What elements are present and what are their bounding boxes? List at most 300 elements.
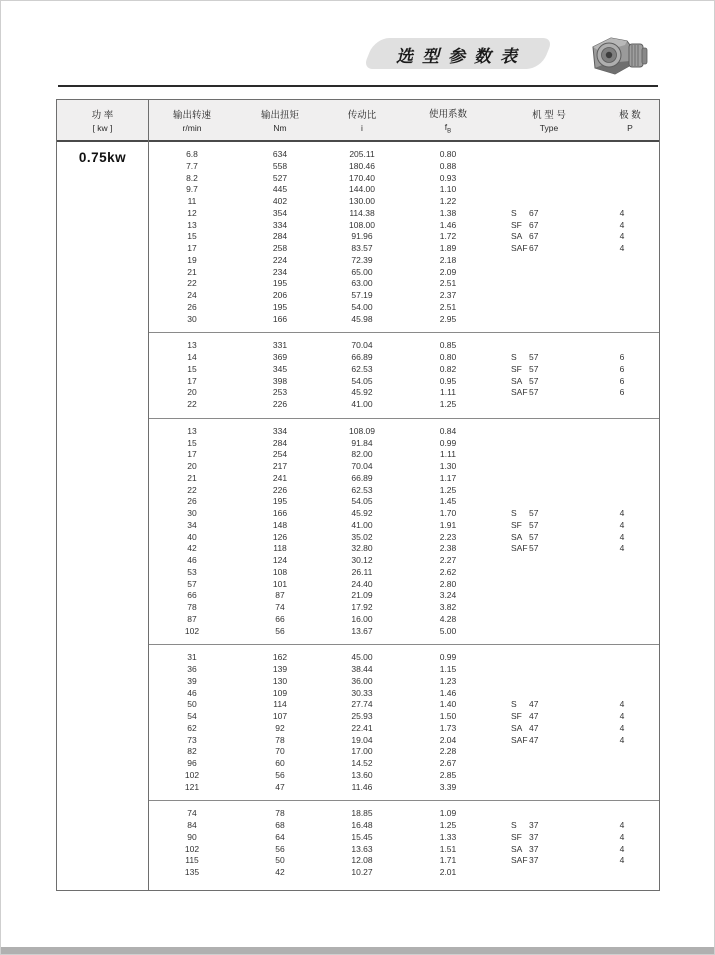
torque-header-unit: Nm bbox=[273, 123, 287, 133]
speed-value: 53 bbox=[187, 566, 197, 577]
ratio-value: 41.00 bbox=[351, 399, 373, 409]
ratio-value: 70.04 bbox=[351, 461, 373, 471]
table-row bbox=[149, 808, 659, 820]
ratio-value: 30.12 bbox=[351, 555, 373, 565]
ratio-value: 14.52 bbox=[351, 758, 373, 768]
factor-value: 2.04 bbox=[439, 734, 457, 745]
torque-value: 64 bbox=[275, 831, 285, 842]
poles-value: 4 bbox=[619, 543, 625, 554]
ratio-header-cell bbox=[325, 100, 399, 140]
table-row bbox=[149, 267, 659, 279]
factor-value: 3.24 bbox=[439, 590, 457, 601]
poles-value bbox=[601, 302, 659, 314]
type-value bbox=[497, 496, 601, 508]
type-value bbox=[497, 438, 601, 450]
factor-value: 2.51 bbox=[439, 278, 457, 289]
poles-value: 4 bbox=[619, 699, 625, 710]
table-block bbox=[149, 419, 659, 646]
poles-value bbox=[601, 473, 659, 485]
ratio-value: 38.44 bbox=[351, 664, 373, 674]
factor-value: 2.85 bbox=[439, 769, 457, 780]
speed-value: 22 bbox=[187, 484, 197, 495]
table-row bbox=[149, 579, 659, 591]
speed-value: 14 bbox=[187, 352, 197, 362]
speed-value: 20 bbox=[187, 387, 197, 398]
factor-value: 1.22 bbox=[439, 196, 457, 206]
poles-value bbox=[601, 496, 659, 508]
torque-value: 148 bbox=[272, 519, 288, 530]
table-row bbox=[149, 196, 659, 208]
poles-value: 4 bbox=[619, 231, 625, 242]
factor-value: 3.39 bbox=[439, 781, 457, 792]
type-value bbox=[497, 314, 601, 326]
poles-header-unit: P bbox=[627, 123, 633, 133]
factor-value: 2.95 bbox=[439, 313, 457, 324]
table-row bbox=[149, 867, 659, 879]
ratio-value: 17.00 bbox=[351, 746, 373, 757]
table-row bbox=[149, 340, 659, 352]
table-row bbox=[149, 782, 659, 794]
table-row bbox=[149, 567, 659, 579]
table-row bbox=[149, 652, 659, 664]
table-row bbox=[149, 231, 659, 243]
speed-value: 9.7 bbox=[186, 184, 198, 195]
speed-value: 8.2 bbox=[186, 172, 198, 183]
ratio-value: 30.33 bbox=[351, 687, 373, 698]
poles-value: 4 bbox=[619, 207, 625, 218]
ratio-value: 66.89 bbox=[351, 352, 373, 362]
table-row bbox=[149, 532, 659, 544]
ratio-value: 45.92 bbox=[351, 508, 373, 518]
torque-value: 162 bbox=[272, 652, 288, 663]
factor-value: 0.95 bbox=[439, 375, 457, 386]
table-row bbox=[149, 290, 659, 302]
torque-value: 224 bbox=[272, 254, 288, 265]
poles-value bbox=[601, 688, 659, 700]
poles-value bbox=[601, 438, 659, 450]
torque-value: 107 bbox=[272, 711, 288, 721]
factor-value: 1.11 bbox=[440, 449, 456, 460]
poles-value: 4 bbox=[619, 855, 625, 866]
factor-value: 0.80 bbox=[439, 149, 457, 159]
poles-value: 4 bbox=[619, 519, 625, 530]
torque-value: 334 bbox=[272, 425, 288, 436]
speed-value: 31 bbox=[187, 652, 197, 663]
ratio-value: 144.00 bbox=[349, 184, 375, 195]
table-row bbox=[149, 161, 659, 173]
speed-value: 26 bbox=[187, 301, 197, 312]
torque-value: 68 bbox=[275, 820, 285, 830]
header-rule bbox=[58, 85, 658, 87]
factor-value: 1.73 bbox=[439, 722, 457, 733]
ratio-value: 45.00 bbox=[351, 652, 373, 663]
ratio-value: 54.05 bbox=[351, 375, 373, 386]
poles-value bbox=[601, 567, 659, 579]
type-value bbox=[497, 626, 601, 638]
speed-value: 22 bbox=[187, 278, 197, 289]
page-footer-bar bbox=[1, 947, 714, 954]
table-row bbox=[149, 520, 659, 532]
ratio-value: 91.84 bbox=[351, 437, 373, 448]
torque-value: 195 bbox=[272, 496, 288, 507]
speed-value: 22 bbox=[187, 399, 197, 409]
type-value bbox=[497, 808, 601, 820]
table-row bbox=[149, 255, 659, 267]
factor-value: 0.82 bbox=[439, 363, 457, 374]
poles-header-label: 极 数 bbox=[619, 110, 641, 121]
table-row bbox=[149, 399, 659, 411]
type-value bbox=[497, 302, 601, 314]
factor-value: 0.99 bbox=[439, 652, 457, 663]
ratio-value: 13.63 bbox=[351, 843, 373, 854]
type-value bbox=[497, 782, 601, 794]
torque-value: 166 bbox=[272, 508, 288, 518]
type-value: SF 47 bbox=[511, 711, 539, 721]
table-row bbox=[149, 184, 659, 196]
table-row bbox=[149, 832, 659, 844]
torque-value: 124 bbox=[272, 555, 288, 565]
table-row bbox=[149, 278, 659, 290]
factor-value: 2.27 bbox=[439, 555, 457, 565]
table-row bbox=[149, 770, 659, 782]
type-value: SA 67 bbox=[511, 231, 539, 242]
speed-value: 102 bbox=[184, 625, 200, 636]
torque-value: 56 bbox=[275, 769, 285, 780]
type-value bbox=[497, 255, 601, 267]
factor-value: 1.46 bbox=[439, 219, 457, 230]
poles-value bbox=[601, 255, 659, 267]
torque-value: 92 bbox=[275, 722, 285, 733]
table-header-row bbox=[149, 100, 659, 142]
factor-value: 1.25 bbox=[439, 399, 457, 409]
ratio-value: 10.27 bbox=[351, 867, 373, 877]
type-value bbox=[497, 426, 601, 438]
ratio-value: 70.04 bbox=[351, 340, 373, 351]
torque-value: 369 bbox=[272, 352, 288, 362]
type-value: SAF 57 bbox=[511, 387, 539, 398]
ratio-value: 11.46 bbox=[351, 781, 373, 792]
type-value: S 67 bbox=[511, 207, 539, 218]
torque-value: 634 bbox=[272, 149, 288, 159]
table-row bbox=[149, 711, 659, 723]
type-value: SF 37 bbox=[511, 831, 539, 842]
ratio-value: 35.02 bbox=[351, 531, 373, 542]
speed-value: 15 bbox=[187, 231, 197, 242]
ratio-value: 108.09 bbox=[349, 425, 375, 436]
poles-value bbox=[601, 340, 659, 352]
ratio-value: 114.38 bbox=[349, 207, 375, 218]
type-value: S 57 bbox=[511, 508, 539, 518]
type-value bbox=[497, 746, 601, 758]
type-value: SAF 67 bbox=[511, 243, 539, 253]
factor-value: 0.99 bbox=[439, 437, 457, 448]
poles-value bbox=[601, 626, 659, 638]
speed-value: 21 bbox=[187, 472, 197, 483]
torque-header-label: 输出扭矩 bbox=[260, 110, 299, 121]
table-row bbox=[149, 614, 659, 626]
speed-value: 34 bbox=[187, 519, 197, 530]
speed-value: 20 bbox=[187, 461, 197, 471]
torque-value: 70 bbox=[275, 746, 285, 757]
factor-value: 2.01 bbox=[439, 867, 457, 877]
factor-value: 2.80 bbox=[439, 578, 457, 589]
table-row bbox=[149, 376, 659, 388]
torque-value: 345 bbox=[272, 363, 288, 374]
factor-value: 1.25 bbox=[439, 820, 457, 830]
ratio-value: 13.67 bbox=[351, 625, 373, 636]
torque-value: 234 bbox=[272, 266, 288, 277]
ratio-value: 205.11 bbox=[349, 149, 375, 159]
table-row bbox=[149, 746, 659, 758]
factor-value: 1.30 bbox=[439, 461, 457, 471]
ratio-value: 65.00 bbox=[351, 266, 373, 277]
table-row bbox=[149, 543, 659, 555]
ratio-header-unit: i bbox=[361, 123, 363, 133]
torque-value: 206 bbox=[272, 290, 288, 300]
torque-value: 101 bbox=[272, 578, 288, 589]
power-body-cell bbox=[57, 142, 148, 890]
torque-value: 284 bbox=[272, 231, 288, 242]
factor-header-unit: $f_B$ bbox=[444, 121, 452, 135]
poles-value: 4 bbox=[619, 831, 625, 842]
type-value: S 37 bbox=[511, 820, 539, 830]
ratio-value: 83.57 bbox=[351, 243, 373, 253]
type-value: SAF 57 bbox=[511, 543, 539, 554]
table-row bbox=[149, 461, 659, 473]
type-value bbox=[497, 267, 601, 279]
power-header-unit: [ kw ] bbox=[92, 123, 113, 133]
speed-header-unit: r/min bbox=[182, 123, 202, 133]
torque-value: 126 bbox=[272, 531, 288, 542]
torque-value: 331 bbox=[272, 340, 288, 351]
poles-value bbox=[601, 173, 659, 185]
table-row bbox=[149, 820, 659, 832]
table-row bbox=[149, 208, 659, 220]
ratio-value: 91.96 bbox=[351, 231, 373, 242]
speed-value: 102 bbox=[184, 769, 200, 780]
type-value: SAF 47 bbox=[511, 734, 539, 745]
type-value bbox=[497, 473, 601, 485]
table-row bbox=[149, 688, 659, 700]
speed-value: 62 bbox=[187, 722, 197, 733]
poles-value: 4 bbox=[619, 711, 625, 721]
poles-value: 6 bbox=[619, 352, 625, 362]
table-row bbox=[149, 449, 659, 461]
type-value bbox=[497, 161, 601, 173]
poles-value bbox=[601, 161, 659, 173]
poles-value: 6 bbox=[619, 363, 625, 374]
ratio-value: 72.39 bbox=[351, 254, 373, 265]
speed-value: 96 bbox=[187, 758, 197, 768]
table-row bbox=[149, 735, 659, 747]
speed-value: 13 bbox=[187, 219, 197, 230]
torque-value: 66 bbox=[275, 613, 285, 624]
type-value bbox=[497, 688, 601, 700]
speed-header-label: 输出转速 bbox=[172, 110, 211, 121]
factor-value: 2.62 bbox=[439, 566, 457, 577]
factor-value: 1.46 bbox=[439, 687, 457, 698]
speed-value: 30 bbox=[187, 508, 197, 518]
factor-value: 2.09 bbox=[439, 266, 457, 277]
torque-value: 226 bbox=[272, 484, 288, 495]
speed-value: 39 bbox=[187, 675, 197, 686]
torque-value: 166 bbox=[272, 313, 288, 324]
torque-value: 527 bbox=[272, 172, 288, 183]
poles-value bbox=[601, 652, 659, 664]
type-value bbox=[497, 567, 601, 579]
factor-value: 1.09 bbox=[439, 808, 457, 819]
poles-value bbox=[601, 676, 659, 688]
speed-value: 90 bbox=[187, 831, 197, 842]
power-column bbox=[57, 100, 149, 890]
torque-value: 445 bbox=[272, 184, 288, 195]
factor-value: 2.28 bbox=[439, 746, 457, 757]
ratio-value: 82.00 bbox=[351, 449, 373, 460]
torque-value: 195 bbox=[272, 278, 288, 289]
table-row bbox=[149, 387, 659, 399]
factor-value: 1.70 bbox=[439, 508, 457, 518]
speed-value: 121 bbox=[184, 781, 200, 792]
factor-value: 0.85 bbox=[439, 340, 457, 351]
speed-value: 17 bbox=[187, 243, 197, 253]
poles-value bbox=[601, 614, 659, 626]
speed-value: 17 bbox=[187, 375, 197, 386]
speed-value: 73 bbox=[187, 734, 197, 745]
torque-value: 258 bbox=[272, 243, 288, 253]
factor-value: 1.50 bbox=[439, 711, 457, 721]
poles-value bbox=[601, 196, 659, 208]
poles-value: 6 bbox=[619, 375, 625, 386]
power-value: 0.75kw bbox=[78, 150, 127, 165]
ratio-value: 24.40 bbox=[351, 578, 373, 589]
ratio-value: 54.05 bbox=[351, 496, 373, 507]
ratio-value: 62.53 bbox=[351, 484, 373, 495]
torque-value: 74 bbox=[275, 602, 285, 612]
power-header-label: 功 率 bbox=[91, 110, 114, 121]
type-value bbox=[497, 485, 601, 497]
type-value bbox=[497, 770, 601, 782]
table-block bbox=[149, 142, 659, 333]
type-value bbox=[497, 590, 601, 602]
factor-value: 2.38 bbox=[439, 543, 457, 554]
torque-value: 78 bbox=[275, 734, 285, 745]
speed-value: 78 bbox=[187, 602, 197, 612]
torque-value: 217 bbox=[272, 461, 288, 471]
poles-value bbox=[601, 555, 659, 567]
type-value: SF 67 bbox=[511, 219, 539, 230]
table-row bbox=[149, 314, 659, 326]
factor-value: 1.11 bbox=[440, 387, 456, 398]
table-row bbox=[149, 602, 659, 614]
table-row bbox=[149, 173, 659, 185]
type-value bbox=[497, 173, 601, 185]
speed-value: 15 bbox=[187, 437, 197, 448]
torque-value: 253 bbox=[272, 387, 288, 398]
type-value bbox=[497, 664, 601, 676]
type-value: SA 47 bbox=[511, 722, 539, 733]
speed-value: 36 bbox=[187, 664, 197, 674]
poles-header-cell bbox=[601, 100, 659, 140]
type-value: S 47 bbox=[511, 699, 539, 710]
poles-value bbox=[601, 449, 659, 461]
poles-value bbox=[601, 184, 659, 196]
table-row bbox=[149, 473, 659, 485]
torque-value: 56 bbox=[275, 625, 285, 636]
ratio-header-label: 传动比 bbox=[347, 110, 377, 121]
factor-value: 1.33 bbox=[439, 831, 457, 842]
torque-header-cell bbox=[235, 100, 325, 140]
poles-value bbox=[601, 590, 659, 602]
type-value bbox=[497, 867, 601, 879]
poles-value bbox=[601, 579, 659, 591]
torque-value: 226 bbox=[272, 399, 288, 409]
speed-value: 30 bbox=[187, 313, 197, 324]
poles-value bbox=[601, 461, 659, 473]
ratio-value: 45.98 bbox=[351, 313, 373, 324]
factor-value: 1.89 bbox=[439, 243, 457, 253]
table-row bbox=[149, 302, 659, 314]
ratio-value: 130.00 bbox=[349, 196, 375, 206]
type-value bbox=[497, 399, 601, 411]
torque-value: 60 bbox=[275, 758, 285, 768]
factor-value: 2.51 bbox=[439, 301, 457, 312]
type-value bbox=[497, 449, 601, 461]
torque-value: 354 bbox=[272, 207, 288, 218]
poles-value bbox=[601, 746, 659, 758]
poles-value: 4 bbox=[619, 734, 625, 745]
speed-value: 82 bbox=[187, 746, 197, 757]
table-row bbox=[149, 364, 659, 376]
ratio-value: 13.60 bbox=[351, 769, 373, 780]
speed-value: 6.8 bbox=[186, 149, 198, 159]
speed-value: 11 bbox=[187, 196, 197, 206]
factor-value: 1.91 bbox=[439, 519, 457, 530]
table-row bbox=[149, 426, 659, 438]
poles-value bbox=[601, 267, 659, 279]
factor-value: 0.93 bbox=[439, 172, 457, 183]
poles-value bbox=[601, 758, 659, 770]
speed-value: 40 bbox=[187, 531, 197, 542]
factor-value: 1.17 bbox=[439, 472, 457, 483]
speed-value: 54 bbox=[187, 711, 197, 721]
selection-table bbox=[56, 99, 660, 891]
factor-value: 4.28 bbox=[439, 613, 457, 624]
torque-value: 241 bbox=[272, 472, 288, 483]
table-row bbox=[149, 626, 659, 638]
table-row bbox=[149, 485, 659, 497]
factor-value: 1.25 bbox=[439, 484, 457, 495]
ratio-value: 22.41 bbox=[351, 722, 373, 733]
poles-value: 4 bbox=[619, 243, 625, 253]
speed-value: 7.7 bbox=[186, 160, 198, 171]
factor-value: 0.80 bbox=[439, 352, 457, 362]
type-value bbox=[497, 758, 601, 770]
poles-value bbox=[601, 149, 659, 161]
ratio-value: 26.11 bbox=[351, 566, 373, 577]
type-value: SA 57 bbox=[511, 531, 539, 542]
speed-value: 26 bbox=[187, 496, 197, 507]
ratio-value: 18.85 bbox=[351, 808, 373, 819]
poles-value bbox=[601, 770, 659, 782]
poles-value bbox=[601, 278, 659, 290]
ratio-value: 19.04 bbox=[351, 734, 373, 745]
speed-value: 17 bbox=[187, 449, 197, 460]
speed-value: 13 bbox=[187, 425, 197, 436]
table-row bbox=[149, 664, 659, 676]
ratio-value: 25.93 bbox=[351, 711, 373, 721]
factor-value: 2.18 bbox=[439, 254, 457, 265]
type-value: SF 57 bbox=[511, 519, 539, 530]
